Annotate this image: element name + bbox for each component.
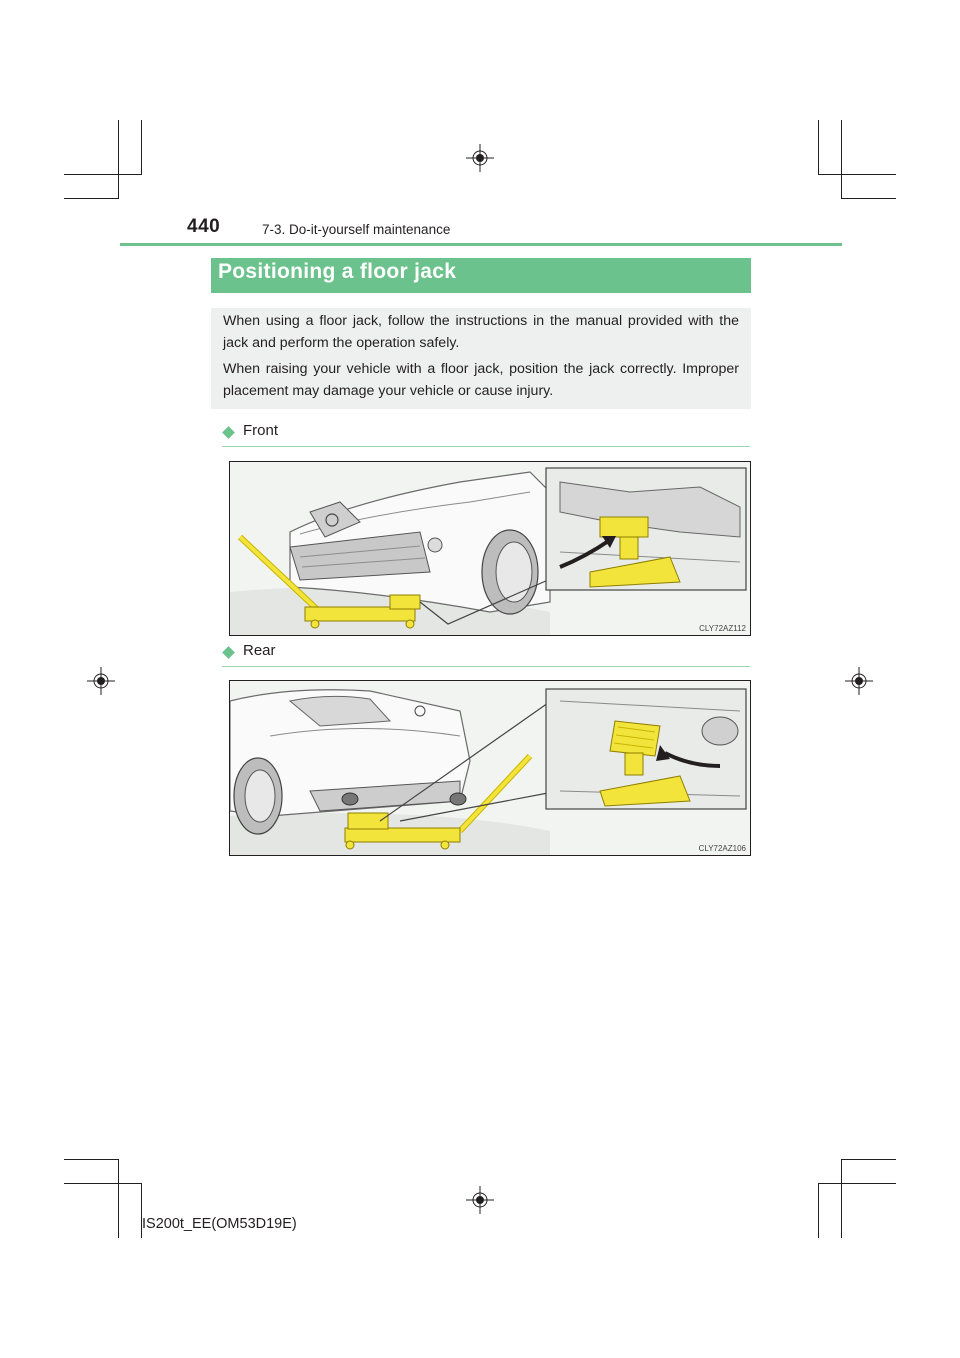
subheading-front [222, 424, 750, 447]
header-rule [120, 243, 842, 246]
registration-mark-icon [466, 144, 494, 172]
section-title-bar [211, 258, 751, 293]
intro-paragraph: When raising your vehicle with a floor jack, position the jack correctly. Improper placement may damage your vehicle or cause injury. [223, 361, 739, 399]
section-header: 7-3. Do-it-yourself maintenance [262, 222, 451, 237]
subheading-label: Rear [243, 642, 276, 659]
front-jack-illustration [229, 461, 751, 636]
registration-mark-icon [466, 1186, 494, 1214]
diamond-bullet-icon [222, 426, 235, 439]
figure-code: CLY72AZ112 [699, 624, 746, 633]
rear-car-jack-drawing [230, 681, 750, 855]
registration-mark-icon [845, 667, 873, 695]
subheading-rear [222, 644, 750, 667]
intro-paragraph: When using a floor jack, follow the instructions in the manual provided with the jack and perform the operation safely. [223, 313, 739, 351]
footer-code: IS200t_EE(OM53D19E) [142, 1216, 297, 1232]
registration-mark-icon [87, 667, 115, 695]
front-car-jack-drawing [230, 462, 750, 635]
subheading-label: Front [243, 422, 279, 439]
figure-code: CLY72AZ106 [698, 844, 746, 853]
intro-box [211, 308, 751, 409]
page-number: 440 [187, 216, 221, 237]
diamond-bullet-icon [222, 646, 235, 659]
section-title: Positioning a floor jack [218, 260, 457, 283]
rear-jack-illustration [229, 680, 751, 856]
